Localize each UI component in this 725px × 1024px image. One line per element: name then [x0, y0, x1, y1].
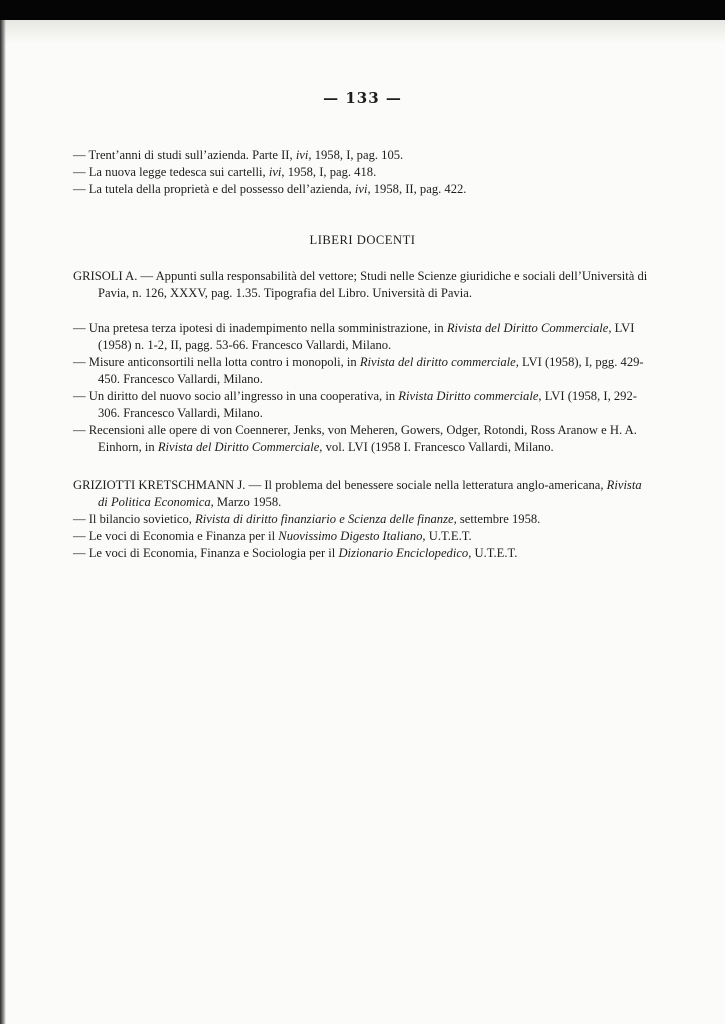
grisoli-entry-4: — Un diritto del nuovo socio all’ingresso in una cooperativa, in Rivista Diritto commerciale, LVI (1958, I, 292-306. Francesco Vallardi, Milano.: [73, 389, 637, 421]
scan-top-band: [0, 0, 725, 20]
scan-left-edge: [0, 20, 6, 1024]
grisoli-entry-1: GRISOLI A. — Appunti sulla responsabilità del vettore; Studi nelle Scienze giuridiche e sociali dell’Università di Pavia, n. 126, XXXV, pag. 1.35. Tipografia del Libro. Università di Pavia.: [73, 269, 648, 301]
griziotti-entry-3: — Le voci di Economia e Finanza per il Nuovissimo Digesto Italiano, U.T.E.T.: [73, 529, 472, 543]
scan-top-shadow: [0, 20, 725, 44]
bibliography-entry-top-2: — La nuova legge tedesca sui cartelli, ivi, 1958, I, pag. 418.: [73, 165, 377, 179]
bibliography-entry-top-3: — La tutela della proprietà e del possesso dell’azienda, ivi, 1958, II, pag. 422.: [73, 182, 467, 196]
grisoli-entry-2: — Una pretesa terza ipotesi di inadempimento nella somministrazione, in Rivista del Diritto Commerciale, LVI (1958) n. 1-2, II, pagg. 53-66. Francesco Vallardi, Milano.: [73, 321, 635, 353]
bibliography-entry-top-1: — Trent’anni di studi sull’azienda. Parte II, ivi, 1958, I, pag. 105.: [73, 148, 404, 162]
griziotti-entry-2: — Il bilancio sovietico, Rivista di diritto finanziario e Scienza delle finanze, settembre 1958.: [73, 512, 541, 526]
page-number: — 133 —: [323, 89, 402, 107]
grisoli-entry-5: — Recensioni alle opere di von Coennerer, Jenks, von Meheren, Gowers, Odger, Rotondi, Ross Aranow e H. A. Einhorn, in Rivista del Diritto Commerciale, vol. LVI (1958 I. Francesco Vallardi, Milano.: [73, 423, 637, 455]
griziotti-entry-1: GRIZIOTTI KRETSCHMANN J. — Il problema del benessere sociale nella letteratura anglo-americana, Rivista di Politica Economica, Marzo 1958.: [73, 478, 642, 510]
griziotti-entry-4: — Le voci di Economia, Finanza e Sociologia per il Dizionario Enciclopedico, U.T.E.T.: [73, 546, 518, 560]
section-heading: LIBERI DOCENTI: [309, 233, 416, 247]
grisoli-entry-3: — Misure anticonsortili nella lotta contro i monopoli, in Rivista del diritto commerciale, LVI (1958), I, pgg. 429-450. Francesco Vallardi, Milano.: [73, 355, 644, 387]
